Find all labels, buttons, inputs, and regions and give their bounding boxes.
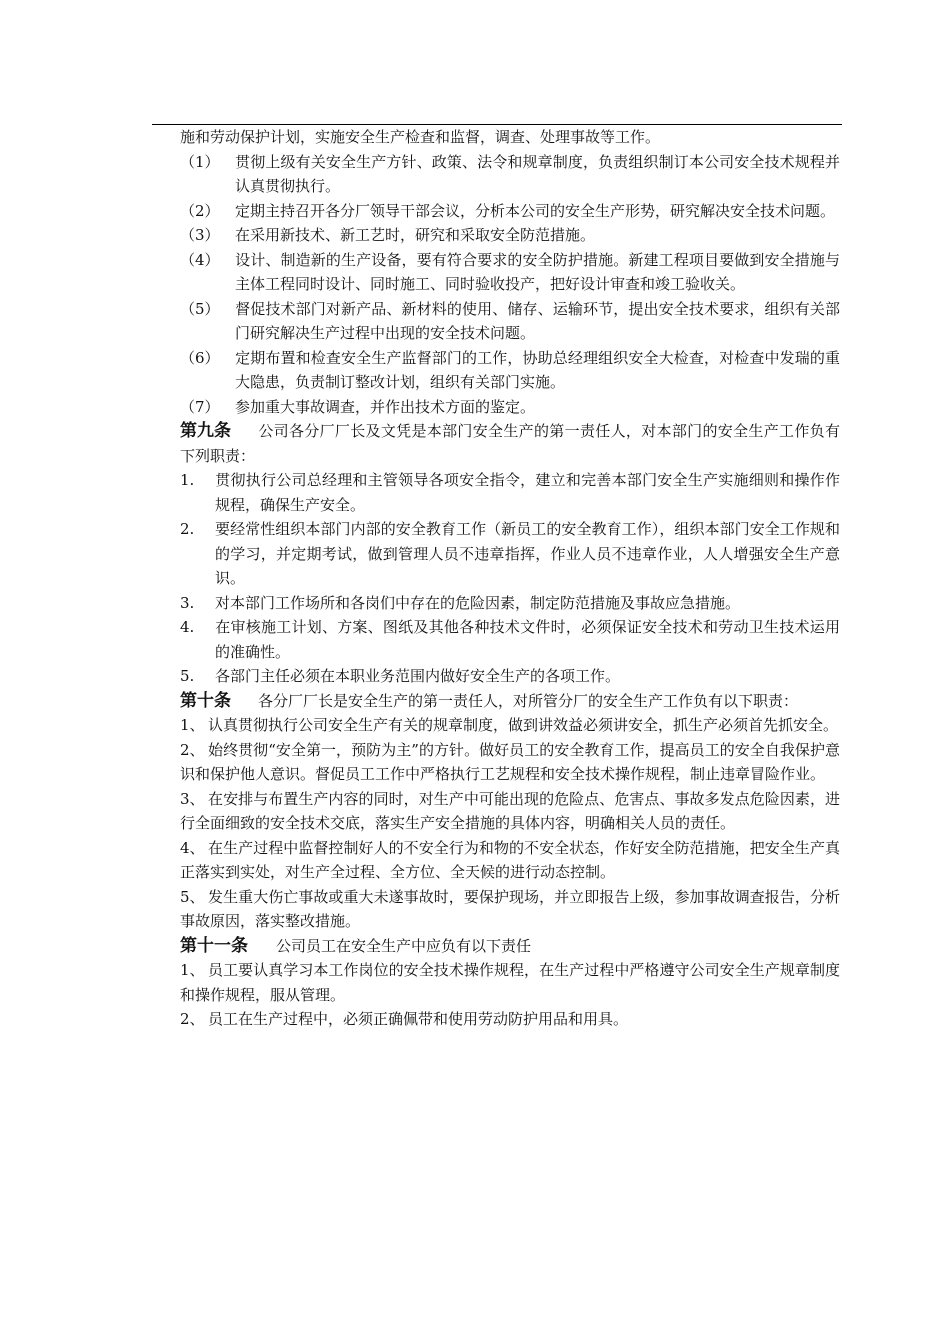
item-number: 4. — [180, 618, 195, 636]
article-text: 公司各分厂厂长及文凭是本部门安全生产的第一责任人，对本部门的安全生产工作负有下列职责： — [180, 422, 840, 465]
item-text: 定期主持召开各分厂领导干部会议，分析本公司的安全生产形势，研究解决安全技术问题。 — [235, 201, 836, 220]
list-item — [180, 615, 840, 664]
list-item — [180, 297, 840, 346]
item-number: 1、 — [180, 716, 205, 734]
list-item — [180, 346, 840, 395]
item-number: （4） — [180, 250, 220, 269]
article-heading: 第九条 — [180, 421, 231, 441]
item-number: （2） — [180, 201, 220, 220]
article-heading-paragraph — [180, 419, 840, 468]
list-item — [180, 395, 840, 420]
list-item — [180, 787, 840, 836]
intro-paragraph: 施和劳动保护计划，实施安全生产检查和监督，调查、处理事故等工作。 — [180, 128, 661, 146]
eighth-article-items — [180, 150, 840, 420]
item-number: 2、 — [180, 740, 205, 759]
item-number: 1. — [180, 471, 195, 489]
article-heading-paragraph — [180, 934, 840, 959]
list-item — [180, 885, 840, 934]
list-item — [180, 713, 840, 738]
item-text: 参加重大事故调查，并作出技术方面的鉴定。 — [235, 397, 536, 416]
item-number: 3. — [180, 593, 195, 612]
article-text: 各分厂厂长是安全生产的第一责任人，对所管分厂的安全生产工作负有以下职责： — [258, 691, 799, 710]
item-number: 2、 — [180, 1010, 205, 1028]
item-text: 设计、制造新的生产设备，要有符合要求的安全防护措施。新建工程项目要做到安全措施与主体工程同时设计、同时施工、同时验收投产，把好设计审查和竣工验收关。 — [235, 250, 840, 293]
item-number: 5. — [180, 667, 195, 685]
article-11 — [180, 934, 840, 1032]
item-text: 发生重大伤亡事故或重大未遂事故时，要保护现场，并立即报告上级，参加事故调查报告，分析事故原因，落实整改措施。 — [180, 887, 840, 930]
item-number: 5、 — [180, 887, 205, 906]
list-item — [180, 738, 840, 787]
article-text: 公司员工在安全生产中应负有以下责任 — [276, 936, 532, 955]
item-text: 贯彻执行公司总经理和主管领导各项安全指令，建立和完善本部门安全生产实施细则和操作作规程，确保生产安全。 — [215, 471, 840, 514]
list-item — [180, 150, 840, 199]
list-item — [180, 468, 840, 517]
item-number: 1、 — [180, 961, 205, 979]
article-9 — [180, 419, 840, 689]
article-heading: 第十条 — [180, 690, 231, 711]
list-item — [180, 248, 840, 297]
item-text: 在采用新技术、新工艺时，研究和采取安全防范措施。 — [235, 226, 596, 244]
item-number: 3、 — [180, 789, 205, 808]
item-number: （1） — [180, 152, 220, 171]
article-10 — [180, 689, 840, 934]
item-number: （5） — [180, 299, 220, 318]
list-item — [180, 223, 840, 248]
item-text: 认真贯彻执行公司安全生产有关的规章制度，做到讲效益必须讲安全，抓生产必须首先抓安全。 — [208, 716, 839, 734]
article-heading: 第十一条 — [180, 935, 248, 956]
item-number: （7） — [180, 397, 220, 416]
list-item — [180, 591, 840, 616]
item-text: 在审核施工计划、方案、图纸及其他各种技术文件时，必须保证安全技术和劳动卫生技术运用的准确性。 — [215, 618, 840, 661]
item-text: 在生产过程中监督控制好人的不安全行为和物的不安全状态，作好安全防范措施，把安全生产真正落实到实处，对生产全过程、全方位、全天候的进行动态控制。 — [180, 838, 840, 881]
item-text: 在安排与布置生产内容的同时，对生产中可能出现的危险点、危害点、事故多发点危险因素，进行全面细致的安全技术交底，落实生产安全措施的具体内容，明确相关人员的责任。 — [180, 789, 840, 832]
list-item — [180, 517, 840, 591]
item-text: 始终贯彻“安全第一，预防为主”的方针。做好员工的安全教育工作，提高员工的安全自我保护意识和保护他人意识。督促员工工作中严格执行工艺规程和安全技术操作规程，制止违章冒险作业。 — [180, 740, 840, 783]
item-number: （6） — [180, 348, 220, 367]
item-text: 各部门主任必须在本职业务范围内做好安全生产的各项工作。 — [215, 667, 621, 685]
item-text: 定期布置和检查安全生产监督部门的工作，协助总经理组织安全大检查，对检查中发瑞的重大隐患，负责制订整改计划，组织有关部门实施。 — [235, 348, 840, 391]
item-number: （3） — [180, 226, 220, 244]
item-text: 贯彻上级有关安全生产方针、政策、法令和规章制度，负责组织制订本公司安全技术规程并认真贯彻执行。 — [235, 152, 840, 195]
list-item — [180, 958, 840, 1007]
item-text: 员工要认真学习本工作岗位的安全技术操作规程，在生产过程中严格遵守公司安全生产规章制度和操作规程，服从管理。 — [180, 961, 840, 1004]
item-number: 4、 — [180, 838, 205, 857]
list-item — [180, 1007, 840, 1032]
item-text: 对本部门工作场所和各岗们中存在的危险因素，制定防范措施及事故应急措施。 — [215, 593, 741, 612]
document-body — [180, 125, 840, 1032]
list-item — [180, 199, 840, 224]
list-item — [180, 836, 840, 885]
item-text: 督促技术部门对新产品、新材料的使用、储存、运输环节，提出安全技术要求，组织有关部门研究解决生产过程中出现的安全技术问题。 — [235, 299, 840, 342]
list-item — [180, 664, 840, 689]
item-number: 2. — [180, 520, 195, 538]
item-text: 要经常性组织本部门内部的安全教育工作（新员工的安全教育工作），组织本部门安全工作规和的学习，并定期考试，做到管理人员不违章指挥，作业人员不违章作业，人人增强安全生产意识。 — [215, 520, 840, 587]
item-text: 员工在生产过程中，必须正确佩带和使用劳动防护用品和用具。 — [208, 1010, 629, 1028]
article-heading-paragraph — [180, 689, 840, 714]
